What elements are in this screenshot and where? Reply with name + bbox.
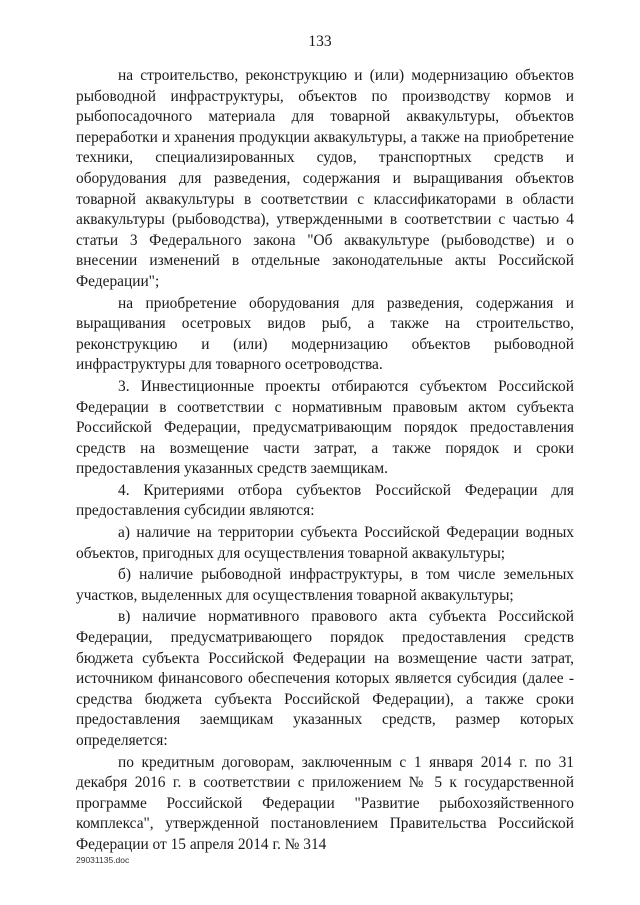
paragraph: на строительство, реконструкцию и (или) модернизацию объектов рыбоводной инфраструктуры, объектов по производству кормов и рыбопосадочного материала для товарной аквакультуры, объектов переработки и хранения продукции аквакультуры, а также на приобретение техники, специализированных судов, транспортных средств и оборудования для разведения, содержания и выращивания объектов товарной аквакультуры в соответствии с классификаторами в области аквакультуры (рыбоводства), утвержденными в соответствии с частью 4 статьи 3 Федерального закона "Об аквакультуре (рыбоводстве) и о внесении изменений в отдельные законодательные акты Российской Федерации"; (76, 67, 574, 290)
paragraph: на приобретение оборудования для разведения, содержания и выращивания осетровых видов рыб, а также на строительство, реконструкцию и (или) модернизацию объектов рыбоводной инфраструктуры для товарного осетроводства. (76, 294, 574, 374)
paragraph: 4. Критериями отбора субъектов Российской Федерации для предоставления субсидии являются: (76, 481, 574, 520)
paragraph: 3. Инвестиционные проекты отбираются субъектом Российской Федерации в соответствии с нормативным правовым актом субъекта Российской Федерации, предусматривающим порядок предоставления средств на возмещение части затрат, а также порядок и сроки предоставления указанных средств заемщикам. (76, 377, 574, 478)
page-number: 133 (308, 33, 332, 50)
document-body (76, 66, 574, 857)
file-code-footer: 29031135.doc (76, 855, 130, 865)
paragraph: в) наличие нормативного правового акта субъекта Российской Федерации, предусматривающего порядок предоставления средств бюджета субъекта Российской Федерации на возмещение части затрат, источником финансового обеспечения которых является субсидия (далее - средства бюджета субъекта Российской Федерации), а также сроки предоставления заемщикам указанных средств, размер которых определяется: (76, 608, 574, 749)
paragraph: а) наличие на территории субъекта Российской Федерации водных объектов, пригодных для осуществления товарной аквакультуры; (76, 524, 574, 562)
paragraph: б) наличие рыбоводной инфраструктуры, в том числе земельных участков, выделенных для осуществления товарной аквакультуры; (76, 566, 574, 604)
paragraph: по кредитным договорам, заключенным с 1 января 2014 г. по 31 декабря 2016 г. в соответствии с приложением № 5 к государственной программе Российской Федерации "Развитие рыбохозяйственного комплекса", утвержденной постановлением Правительства Российской Федерации от 15 апреля 2014 г. № 314 (76, 753, 574, 853)
